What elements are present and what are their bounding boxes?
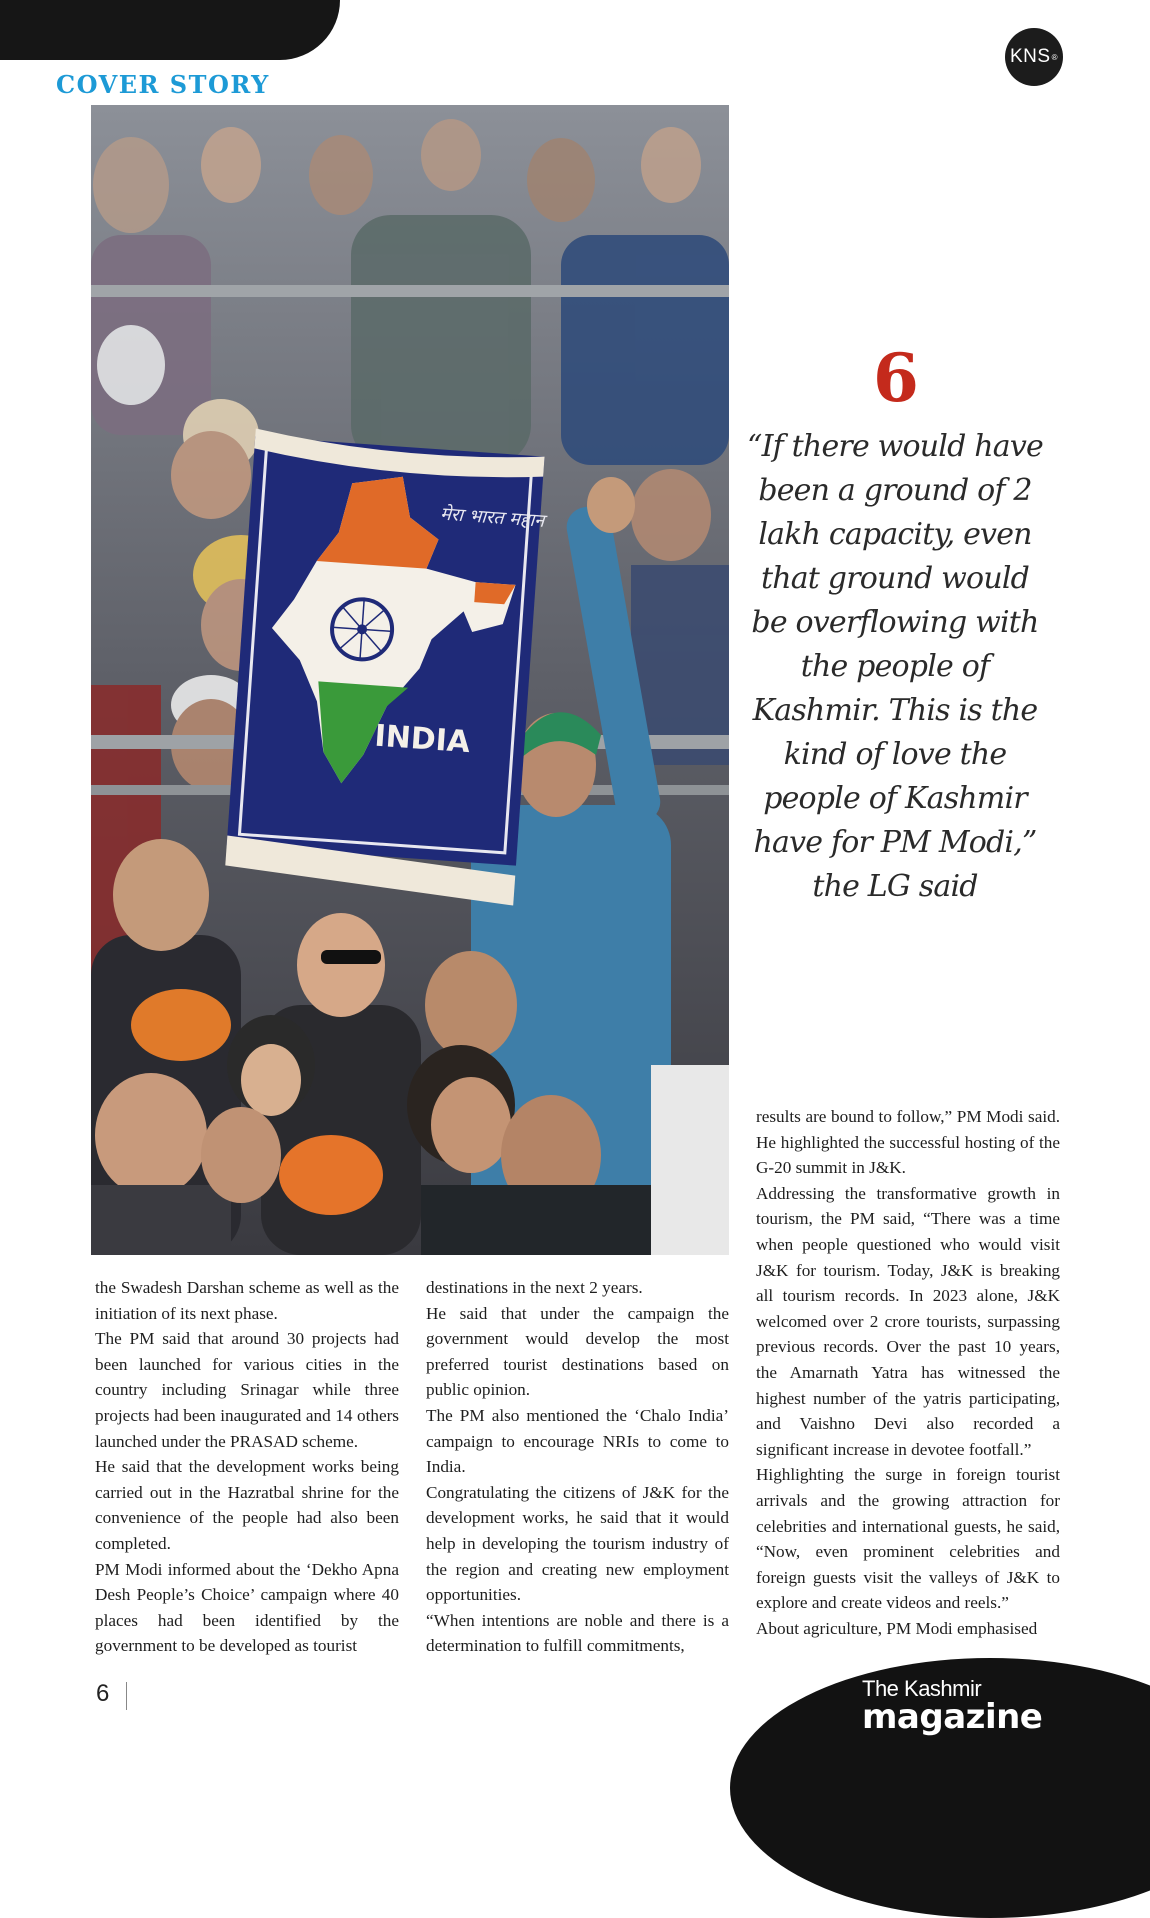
page-number-divider bbox=[126, 1682, 127, 1710]
paragraph: About agriculture, PM Modi emphasised bbox=[756, 1618, 1038, 1638]
article-column-1 bbox=[95, 1275, 399, 1659]
paragraph: The PM also mentioned the ‘Chalo India’ campaign to encourage NRIs to come to India. bbox=[426, 1405, 729, 1477]
paragraph: results are bound to follow,” PM Modi said. He highlighted the successful hosting of the G-20 summit in J&K. bbox=[756, 1107, 1060, 1178]
magazine-logo-name: magazine bbox=[862, 1697, 1043, 1737]
paragraph: Congratulating the citizens of J&K for the development works, he said that it would help in developing the tourism industry of the region and creating new employment opportunities. bbox=[426, 1482, 729, 1605]
article-column-3 bbox=[756, 1104, 1060, 1641]
pull-quote: “If there would have been a ground of 2 lakh capacity, even that ground would be overflowing with the people of Kashmir. This is the kind of love the people of Kashmir have for PM Modi,” the LG said bbox=[747, 429, 1043, 904]
article-column-2 bbox=[426, 1275, 729, 1659]
cover-photo bbox=[91, 105, 729, 1255]
pull-quote-number: 6 bbox=[873, 339, 919, 417]
paragraph: The PM said that around 30 projects had been launched for various cities in the country including Srinagar while three projects had been inaugurated and 14 others launched under the PRASAD scheme. bbox=[95, 1329, 399, 1451]
header-tab bbox=[0, 0, 340, 60]
paragraph: PM Modi informed about the ‘Dekho Apna Desh People’s Choice’ campaign where 40 places had been identified by the government to be developed as tourist bbox=[95, 1559, 399, 1656]
page-number: 6 bbox=[96, 1680, 110, 1707]
kns-logo: KNS ® bbox=[1005, 28, 1063, 86]
section-label: COVER STORY bbox=[56, 70, 270, 99]
paragraph: He said that under the campaign the government would develop the most preferred tourist destinations based on public opinion. bbox=[426, 1303, 729, 1400]
paragraph: the Swadesh Darshan scheme as well as the initiation of its next phase. bbox=[95, 1278, 399, 1323]
svg-text:INDIA: INDIA bbox=[373, 718, 472, 761]
magazine-logo bbox=[862, 1676, 1043, 1737]
paragraph: He said that the development works being carried out in the Hazratbal shrine for the convenience of the people had also been completed. bbox=[95, 1457, 399, 1553]
paragraph: destinations in the next 2 years. bbox=[426, 1278, 643, 1297]
svg-text:मेरा भारत महान: मेरा भारत महान bbox=[439, 503, 545, 532]
paragraph: Addressing the transformative growth in tourism, the PM said, “There was a time when people questioned who would visit J&K for tourism. Today, J&K is breaking all tourism records. In 2023 alone, J&K welcomed over 2 crore tourists, surpassing previous records. Over the past 10 years, the Amarnath Yatra has witnessed the highest number of the yatris participating, and Vaishno Devi also recorded a significant increase in devotee footfall.” bbox=[756, 1183, 1060, 1459]
magazine-logo-the: The Kashmir bbox=[862, 1676, 982, 1701]
paragraph: Highlighting the surge in foreign tourist arrivals and the growing attraction for celebrities and international guests, he said, “Now, even prominent celebrities and foreign guests visit the valleys of J&K to explore and create videos and reels.” bbox=[756, 1465, 1060, 1613]
paragraph: “When intentions are noble and there is a determination to fulfill commitments, bbox=[426, 1610, 729, 1656]
crowd-photo-icon bbox=[91, 105, 729, 1255]
